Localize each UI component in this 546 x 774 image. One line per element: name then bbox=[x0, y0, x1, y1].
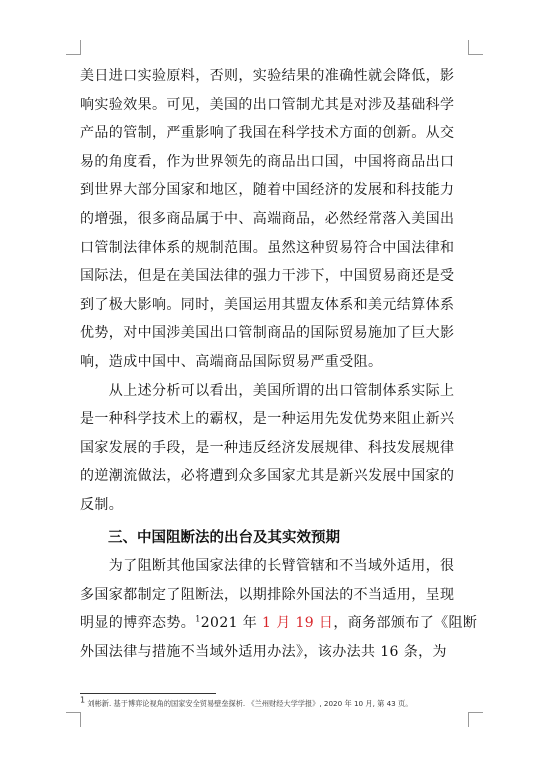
paragraph-hegemony-analysis bbox=[80, 377, 468, 520]
footnote-marker: 1 bbox=[80, 695, 86, 705]
text-line: 响，造成中国中、高端商品国际贸易严重受阻。 bbox=[80, 353, 383, 370]
crop-mark-bottom-right bbox=[468, 712, 483, 727]
text-line bbox=[80, 609, 478, 638]
text-line: 响实验效果。可见，美国的出口管制尤其是对涉及基础科学 bbox=[80, 96, 455, 113]
text-line: 优势，对中国涉美国出口管制商品的国际贸易施加了巨大影 bbox=[80, 325, 455, 342]
text-line: 从上述分析可以看出，美国所谓的出口管制体系实际上 bbox=[80, 382, 455, 399]
section-heading: 三、中国阻断法的出台及其实效预期 bbox=[108, 528, 340, 546]
text-line: 是一种科学技术上的霸权，是一种运用先发优势来阻止新兴 bbox=[80, 411, 455, 428]
text-line: 美日进口实验原料，否则，实验结果的准确性就会降低，影 bbox=[80, 68, 455, 84]
text-line: 产品的管制，严重影响了我国在科学技术方面的创新。从交 bbox=[80, 125, 455, 142]
text-segment: 2021 年 bbox=[200, 615, 263, 632]
page-body bbox=[80, 62, 478, 666]
text-line: 为了阻断其他国家法律的长臂管辖和不当域外适用，很 bbox=[80, 558, 455, 575]
text-line: 多国家都制定了阻断法，以期排除外国法的不当适用，呈现 bbox=[80, 586, 455, 603]
highlighted-date: 1 月 19 日 bbox=[262, 615, 334, 632]
crop-mark-bottom-left bbox=[66, 712, 81, 727]
crop-mark-top-left bbox=[66, 40, 81, 55]
text-segment: 明显的博弈态势。 bbox=[80, 615, 196, 632]
footnote bbox=[80, 695, 470, 709]
paragraph-export-control-impact bbox=[80, 62, 468, 377]
footnote-separator bbox=[80, 693, 216, 694]
text-line: 的增强，很多商品属于中、高端商品，必然经常落入美国出 bbox=[80, 210, 455, 227]
text-line: 的逆潮流做法，必将遭到众多国家尤其是新兴发展中国家的 bbox=[80, 468, 455, 485]
crop-mark-top-right bbox=[468, 40, 483, 55]
text-line: 到了极大影响。同时，美国运用其盟友体系和美元结算体系 bbox=[80, 296, 455, 313]
text-line: 到世界大部分国家和地区，随着中国经济的发展和科技能力 bbox=[80, 182, 455, 199]
text-line: 易的角度看，作为世界领先的商品出口国，中国将商品出口 bbox=[80, 153, 455, 170]
footnote-reference[interactable]: 1 bbox=[195, 614, 201, 624]
text-line: 反制。 bbox=[80, 496, 124, 513]
text-line: 外国法律与措施不当域外适用办法》，该办法共 16 条，为 bbox=[80, 643, 447, 660]
footnote-text: 刘彬新. 基于博弈论视角的国家安全贸易壁垒探析. 《兰州财经大学学报》, 2020 年 10 月, 第 43 页。 bbox=[85, 699, 413, 708]
text-line: 口管制法律体系的规制范围。虽然这种贸易符合中国法律和 bbox=[80, 239, 455, 256]
text-segment: ，商务部颁布了《阻断 bbox=[333, 615, 478, 632]
text-line: 国际法，但是在美国法律的强力干涉下，中国贸易商还是受 bbox=[80, 268, 455, 285]
text-line: 国家发展的手段，是一种违反经济发展规律、科技发展规律 bbox=[80, 439, 455, 456]
paragraph-blocking-law bbox=[80, 552, 478, 666]
